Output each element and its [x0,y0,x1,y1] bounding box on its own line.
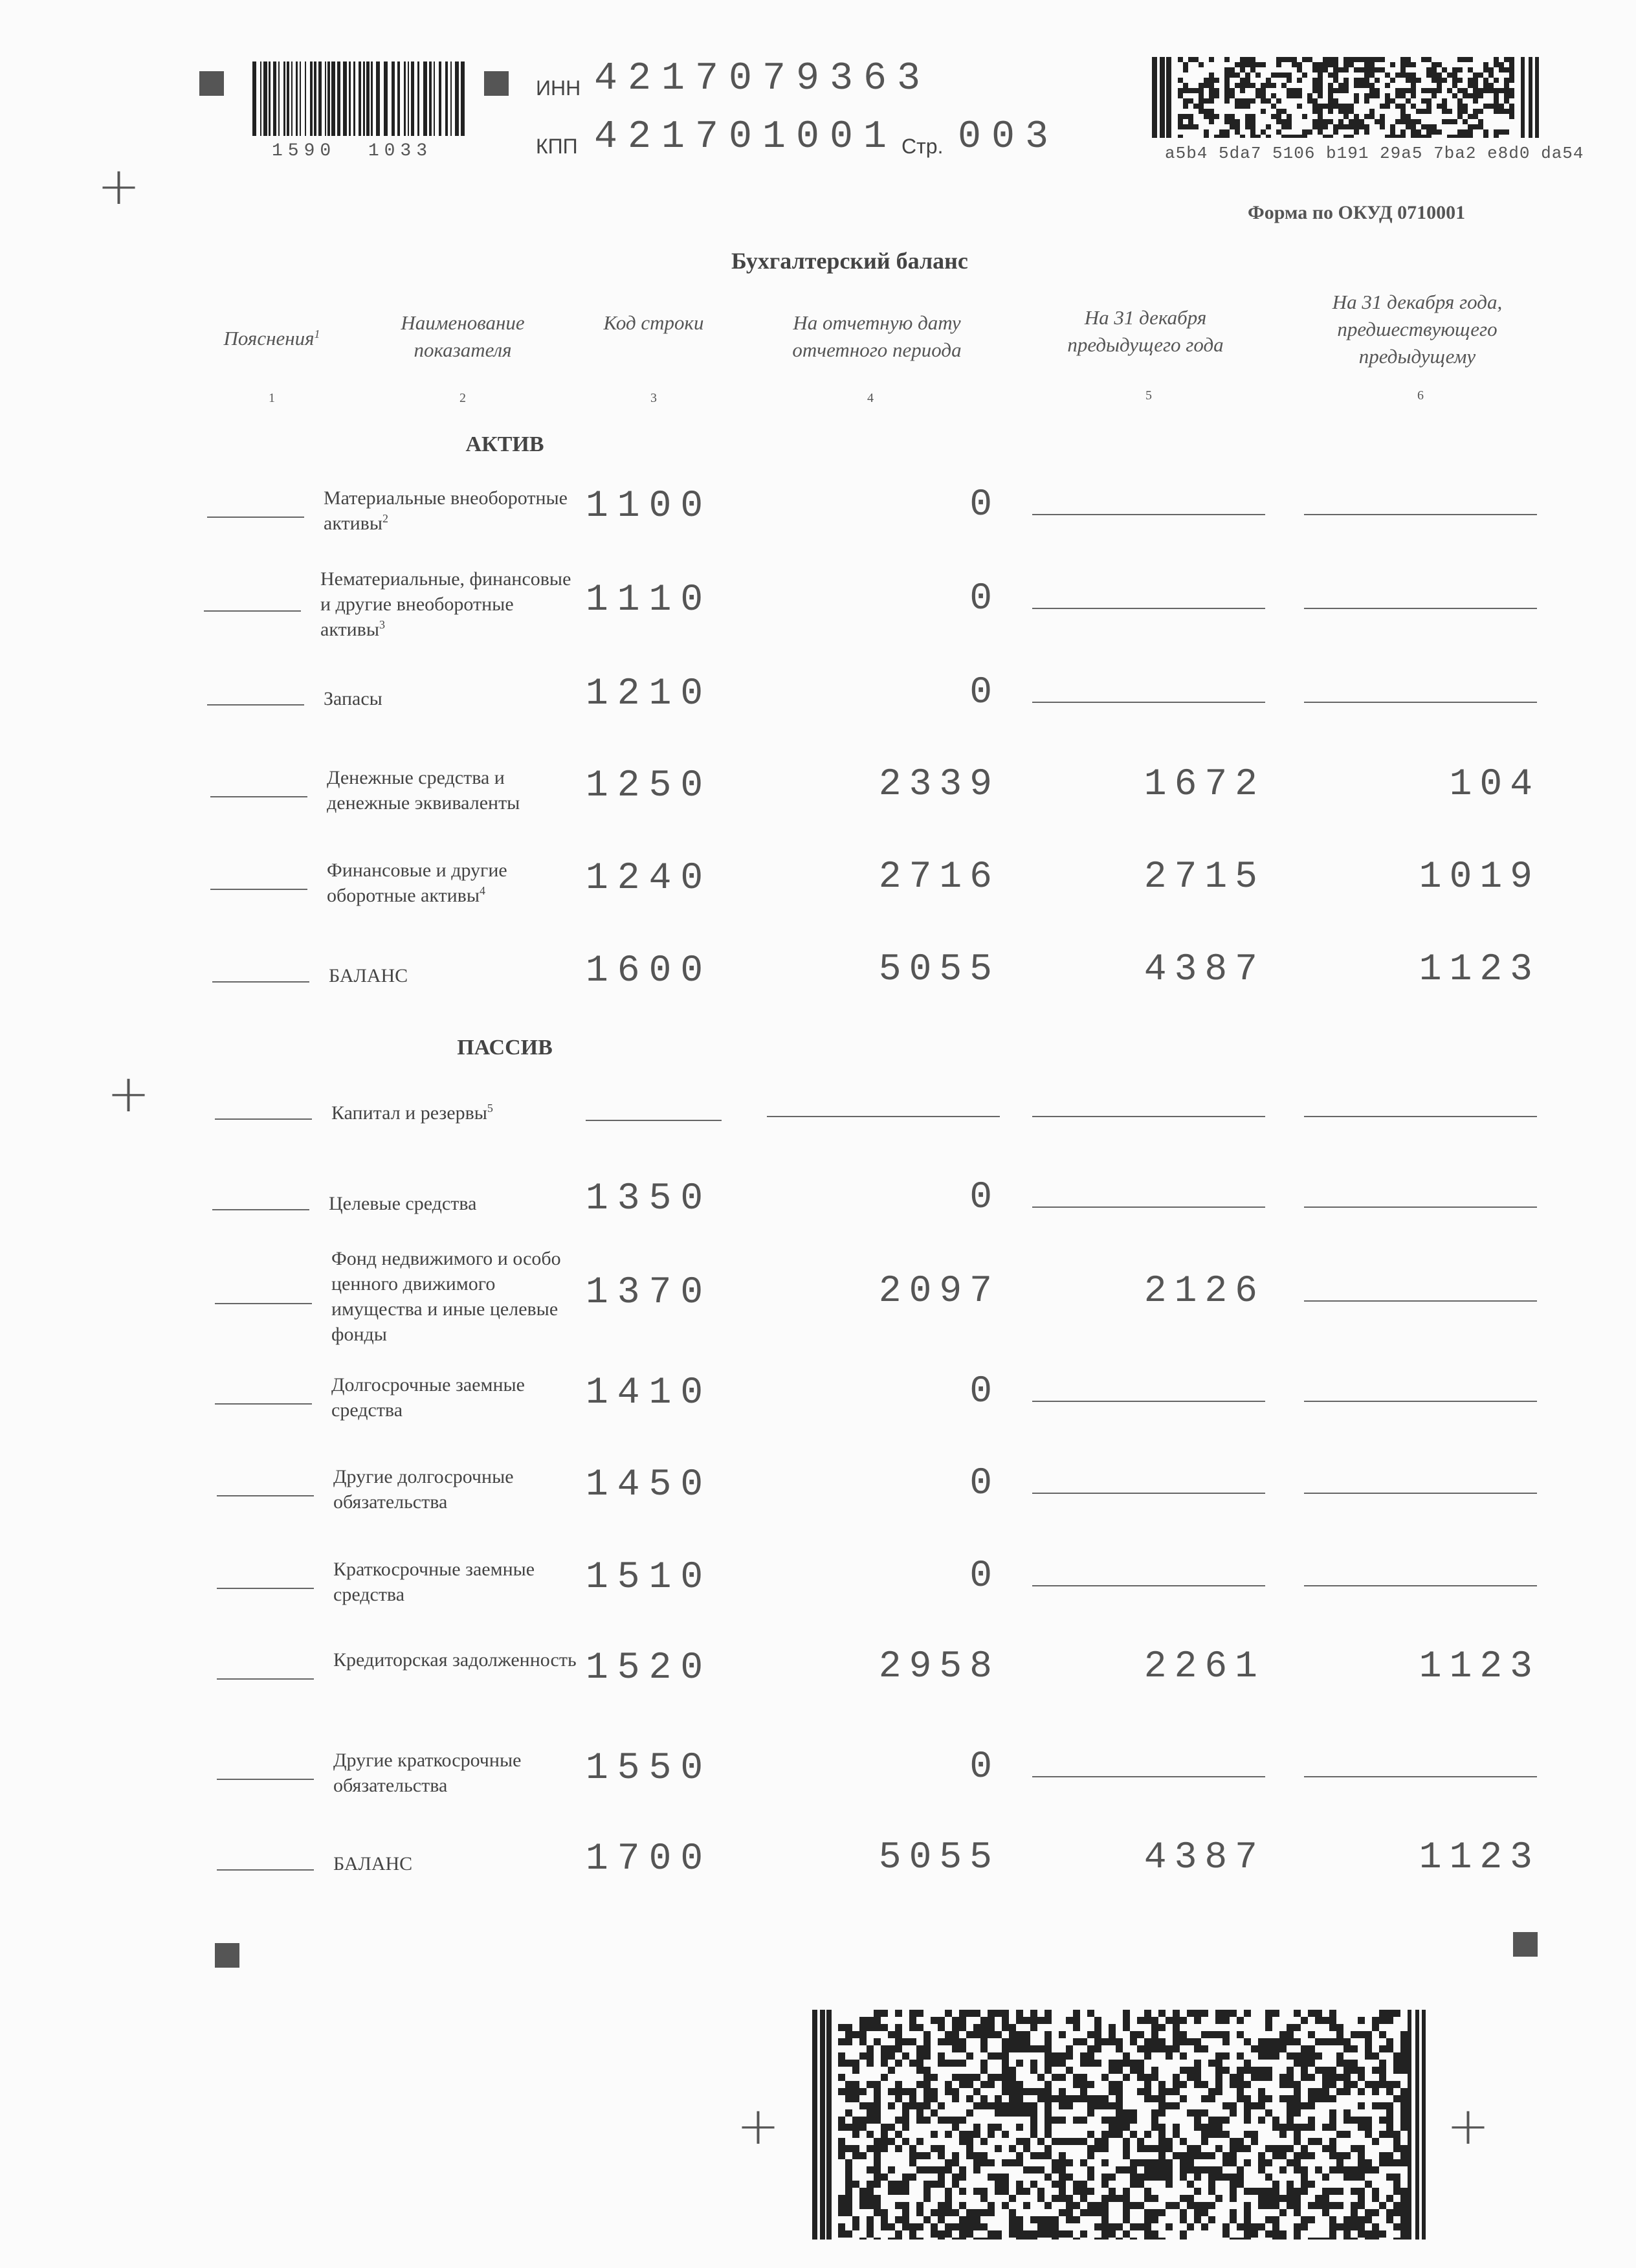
corner-marker-bottom-left [215,1943,239,1968]
notes-dash [217,1869,314,1871]
value-dash-v6 [1304,702,1537,703]
notes-dash [217,1588,314,1589]
notes-dash [204,610,301,612]
page-label: Стр. [901,135,944,158]
row-label: Другие краткосрочные обязательства [333,1750,522,1796]
row-value-v5: 2715 [1144,856,1265,898]
inn-value: 4217079363 [594,57,931,101]
value-dash-v6 [1304,514,1537,515]
barcode-number: 1590 1033 [272,141,433,161]
okud-label: Форма по ОКУД 0710001 [1248,202,1466,223]
value-dash-v5 [1032,702,1265,703]
code-dash [586,1120,722,1121]
value-dash-v6 [1304,1585,1537,1586]
column-header: Пояснения$^1$ [223,327,320,350]
column-header: На 31 декабря года, предшествующего предыдущему [1332,291,1503,368]
row-code: 1350 [586,1178,713,1220]
row-value-v6: 1123 [1419,1646,1540,1688]
column-number: 4 [867,391,874,405]
row-label: Долгосрочные заемные средства [331,1374,525,1421]
value-dash-v6 [1304,1116,1537,1117]
row-code: 1240 [586,858,713,900]
row-code: 1410 [586,1372,713,1414]
column-number: 6 [1417,388,1424,403]
row-value-v4: 2958 [878,1646,1000,1688]
column-number: 2 [459,391,466,405]
qr-hash: a5b4 5da7 5106 b191 29a5 7ba2 e8d0 da54 [1165,144,1584,163]
value-dash-v6 [1304,1493,1537,1494]
row-label: БАЛАНС [333,1853,413,1874]
value-dash-v5 [1032,1776,1265,1777]
notes-dash [217,1779,314,1780]
row-value-v5: 4387 [1144,949,1265,991]
row-value-v4: 0 [969,1371,1000,1413]
column-number: 5 [1145,388,1152,403]
notes-dash [210,889,307,890]
notes-dash [217,1495,314,1496]
row-code: 1370 [586,1272,713,1314]
value-dash-v5 [1032,1206,1265,1208]
row-label: Запасы [324,688,382,709]
value-dash-v6 [1304,1401,1537,1402]
row-label: Нематериальные, финансовые и другие внеоборотные активы$^3$ [320,568,571,640]
row-value-v4: 0 [969,1555,1000,1597]
value-dash-v5 [1032,608,1265,609]
row-value-v4: 5055 [878,1837,1000,1879]
value-dash-v5 [1032,1116,1265,1117]
barcode-icon [252,61,466,136]
notes-dash [207,517,304,518]
row-value-v4: 5055 [878,949,1000,991]
kpp-value: 421701001 [594,115,898,159]
row-code: 1110 [586,579,713,621]
column-header: На 31 декабря предыдущего года [1067,306,1224,356]
row-value-v4: 0 [969,1463,1000,1505]
pdf417-barcode-icon [812,2010,1427,2240]
row-label: Капитал и резервы$^5$ [331,1102,493,1124]
row-code: 1100 [586,485,713,528]
value-dash-v5 [1032,1585,1265,1586]
row-value-v4: 0 [969,1177,1000,1219]
row-label: Фонд недвижимого и особо ценного движимого имущества и иные целевые фонды [331,1248,561,1345]
registration-cross-icon: + [1446,2096,1490,2156]
value-dash-v5 [1032,1493,1265,1494]
row-value-v5: 4387 [1144,1837,1265,1879]
row-code: 1700 [586,1838,713,1880]
section-heading-liabilities: ПАССИВ [457,1036,553,1060]
notes-dash [207,704,304,706]
row-label: Другие долгосрочные обязательства [333,1466,514,1513]
row-value-v5: 1672 [1144,764,1265,806]
notes-dash [215,1118,312,1120]
row-code: 1550 [586,1748,713,1790]
value-dash-v6 [1304,608,1537,609]
row-code: 1510 [586,1557,713,1599]
row-value-v4: 0 [969,578,1000,620]
row-value-v6: 1123 [1419,949,1540,991]
inn-label: ИНН [536,76,581,100]
row-value-v5: 2261 [1144,1646,1265,1688]
corner-marker-top-left [199,71,224,96]
row-code: 1600 [586,950,713,992]
notes-dash [217,1678,314,1680]
row-code: 1250 [586,765,713,807]
row-label: Кредиторская задолженность [333,1649,577,1671]
column-header: Наименование показателя [401,311,525,361]
notes-dash [212,1209,309,1210]
row-value-v4: 2716 [878,856,1000,898]
row-value-v4: 2339 [878,764,1000,806]
notes-dash [212,981,309,983]
row-label: Материальные внеоборотные активы$^2$ [324,487,568,534]
notes-dash [210,796,307,797]
column-number: 3 [650,391,657,405]
row-value-v4: 0 [969,484,1000,526]
pdf417-barcode-icon [1152,57,1540,138]
value-dash-v6 [1304,1206,1537,1208]
column-header: Код строки [603,311,704,334]
row-value-v4: 0 [969,672,1000,714]
row-value-v6: 104 [1449,764,1540,806]
row-label: БАЛАНС [329,965,408,986]
row-label: Краткосрочные заемные средства [333,1559,535,1605]
registration-cross-icon: + [97,156,141,216]
row-value-v6: 1123 [1419,1837,1540,1879]
corner-marker-bottom-right [1513,1932,1538,1957]
kpp-label: КПП [536,135,578,158]
row-value-v4: 0 [969,1746,1000,1788]
notes-dash [215,1303,312,1304]
value-dash-v4 [767,1116,1000,1117]
registration-cross-icon: + [736,2096,780,2156]
page-value: 003 [958,115,1059,159]
registration-cross-icon: + [107,1063,151,1124]
column-header: На отчетную дату отчетного периода [792,311,962,361]
row-value-v6: 1019 [1419,856,1540,898]
row-value-v5: 2126 [1144,1271,1265,1313]
row-code: 1520 [586,1647,713,1689]
section-heading-assets: АКТИВ [465,432,544,456]
row-value-v4: 2097 [878,1271,1000,1313]
value-dash-v6 [1304,1300,1537,1302]
value-dash-v5 [1032,514,1265,515]
page-title: Бухгалтерский баланс [731,248,968,274]
value-dash-v5 [1032,1401,1265,1402]
row-label: Финансовые и другие оборотные активы$^4$ [327,860,507,906]
corner-marker-top-right [484,71,509,96]
row-label: Целевые средства [329,1193,477,1214]
value-dash-v6 [1304,1776,1537,1777]
column-number: 1 [269,391,275,405]
row-label: Денежные средства и денежные эквиваленты [327,767,520,814]
notes-dash [215,1403,312,1405]
row-code: 1450 [586,1464,713,1506]
row-code: 1210 [586,673,713,715]
